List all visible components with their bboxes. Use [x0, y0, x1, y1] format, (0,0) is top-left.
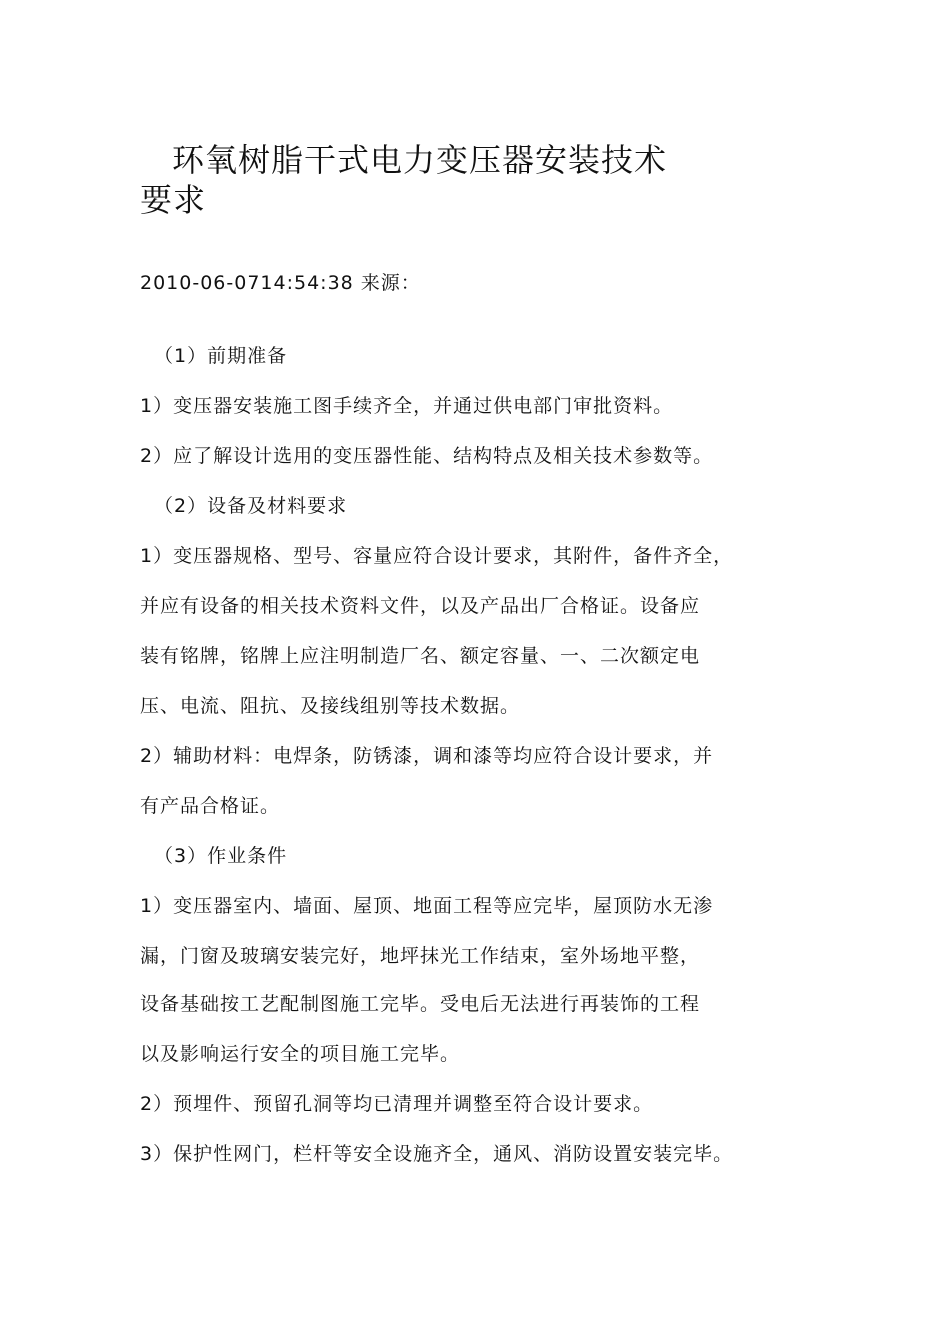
paragraph-line: 以及影响运行安全的项目施工完毕。 [140, 1043, 461, 1065]
document-title [140, 140, 780, 220]
paragraph-line: 压、电流、阻抗、及接线组别等技术数据。 [140, 695, 521, 717]
paragraph-line: 1）变压器安装施工图手续齐全，并通过供电部门审批资料。 [140, 395, 674, 417]
paragraph-line: 漏，门窗及玻璃安装完好，地坪抹光工作结束，室外场地平整， [140, 945, 701, 967]
title-line-1: 环氧树脂干式电力变压器安装技术 [172, 141, 668, 179]
paragraph-line: 装有铭牌，铭牌上应注明制造厂名、额定容量、一、二次额定电 [140, 645, 701, 667]
paragraph-line: 设备基础按工艺配制图施工完毕。受电后无法进行再装饰的工程 [140, 993, 701, 1015]
paragraph-line: 2）应了解设计选用的变压器性能、结构特点及相关技术参数等。 [140, 445, 714, 467]
paragraph-line: 1）变压器室内、墙面、屋顶、地面工程等应完毕，屋顶防水无渗 [140, 895, 714, 917]
paragraph-line: 1）变压器规格、型号、容量应符合设计要求，其附件，备件齐全， [140, 545, 734, 567]
section-heading-1: （1）前期准备 [154, 345, 288, 367]
paragraph-line: 2）预埋件、预留孔洞等均已清理并调整至符合设计要求。 [140, 1093, 654, 1115]
title-line-2: 要求 [140, 181, 207, 219]
publish-meta: 2010-06-0714:54:38 来源： [140, 272, 421, 294]
paragraph-line: 3）保护性网门，栏杆等安全设施齐全，通风、消防设置安装完毕。 [140, 1143, 734, 1165]
paragraph-line: 有产品合格证。 [140, 795, 281, 817]
section-heading-2: （2）设备及材料要求 [154, 495, 348, 517]
paragraph-line: 并应有设备的相关技术资料文件，以及产品出厂合格证。设备应 [140, 595, 701, 617]
section-heading-3: （3）作业条件 [154, 845, 288, 867]
paragraph-line: 2）辅助材料：电焊条，防锈漆，调和漆等均应符合设计要求，并 [140, 745, 714, 767]
